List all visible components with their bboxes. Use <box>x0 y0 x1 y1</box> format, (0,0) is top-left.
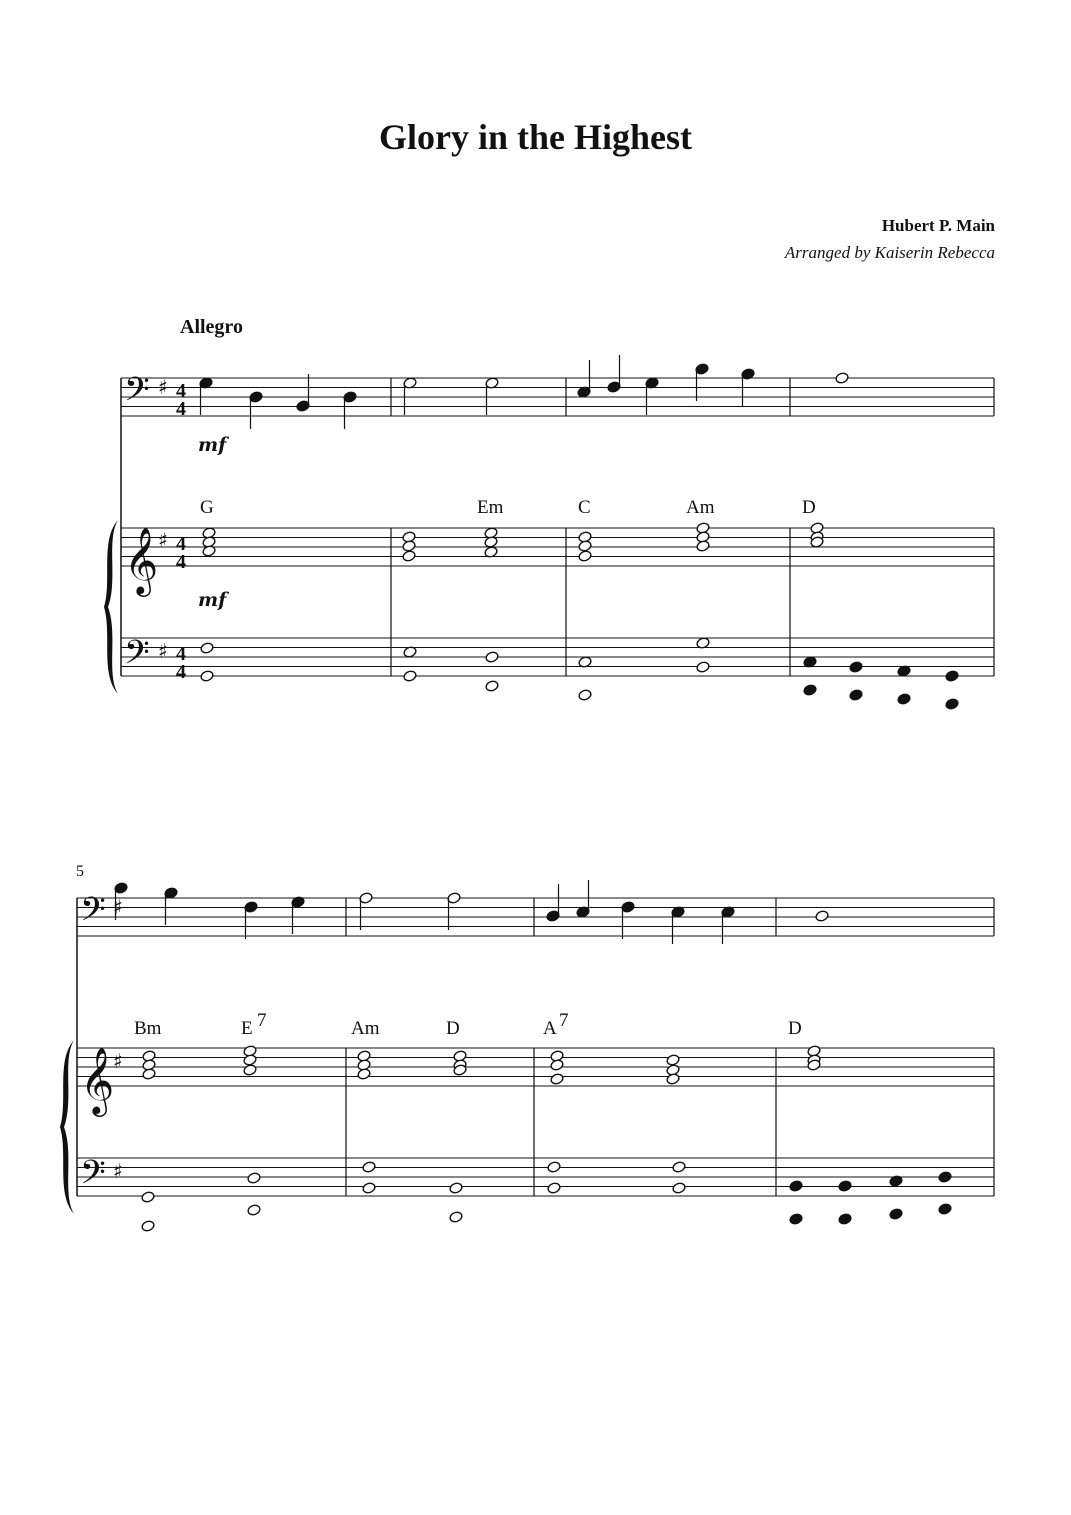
notehead <box>815 910 829 923</box>
chord-symbol: D <box>802 497 816 518</box>
chord-symbol: Em <box>477 497 504 518</box>
notehead <box>247 1172 261 1185</box>
notehead <box>485 680 499 693</box>
notehead <box>578 540 592 553</box>
sharp-icon: ♯ <box>158 639 168 663</box>
chord-superscript: 7 <box>559 1010 569 1031</box>
notehead <box>243 1064 257 1077</box>
notehead <box>547 1182 561 1195</box>
notehead <box>838 1180 852 1193</box>
treble-clef-icon: 𝄞 <box>80 1046 115 1114</box>
sharp-icon: ♯ <box>158 528 168 552</box>
notehead <box>550 1059 564 1072</box>
page-title: Glory in the Highest <box>379 117 692 157</box>
sharp-icon: ♯ <box>113 1159 123 1183</box>
notehead <box>696 540 710 553</box>
notehead <box>789 1180 803 1193</box>
sharp-icon: ♯ <box>113 895 123 919</box>
measure-number: 5 <box>76 863 84 880</box>
notehead <box>402 550 416 563</box>
notehead <box>897 693 911 706</box>
notehead <box>449 1182 463 1195</box>
notehead <box>938 1203 952 1216</box>
notehead <box>672 1182 686 1195</box>
piano-brace <box>104 520 118 694</box>
time-signature: 4 <box>176 643 186 665</box>
notehead <box>550 1073 564 1086</box>
notehead <box>547 1161 561 1174</box>
bass-clef-icon: 𝄢 <box>80 1154 106 1200</box>
notehead <box>362 1161 376 1174</box>
arranger-credit: Arranged by Kaiserin Rebecca <box>784 243 995 262</box>
chord-symbol: Am <box>686 497 715 518</box>
chord-symbol: C <box>578 497 591 518</box>
notehead <box>200 670 214 683</box>
chord-symbol: E <box>241 1018 253 1039</box>
notehead <box>666 1054 680 1067</box>
sharp-icon: ♯ <box>158 375 168 399</box>
notehead <box>835 372 849 385</box>
notehead <box>666 1073 680 1086</box>
notehead <box>696 661 710 674</box>
barlines <box>77 378 994 1196</box>
bass-clef-icon: 𝄢 <box>124 371 150 417</box>
piano-brace <box>60 1040 74 1214</box>
chord-symbol: Bm <box>134 1018 162 1039</box>
svg-text:4: 4 <box>176 398 186 420</box>
notehead <box>357 1068 371 1081</box>
notehead <box>803 684 817 697</box>
notehead <box>945 670 959 683</box>
sharp-icon: ♯ <box>113 1049 123 1073</box>
treble-clef-icon: 𝄞 <box>124 526 159 594</box>
chord-superscript: 7 <box>257 1010 267 1031</box>
notehead <box>247 1204 261 1217</box>
notehead <box>403 670 417 683</box>
notehead <box>838 1213 852 1226</box>
composer-credit: Hubert P. Main <box>881 216 995 235</box>
notehead <box>849 689 863 702</box>
notehead <box>449 1211 463 1224</box>
notehead <box>402 540 416 553</box>
chord-symbol: D <box>788 1018 802 1039</box>
notehead <box>672 1161 686 1174</box>
notehead <box>945 698 959 711</box>
tempo-marking: Allegro <box>180 316 243 338</box>
chord-symbol: G <box>200 497 214 518</box>
notehead <box>578 689 592 702</box>
staff-lines <box>77 378 994 1196</box>
svg-text:4: 4 <box>176 661 186 683</box>
notehead <box>578 550 592 563</box>
time-signature: 4 <box>176 533 186 555</box>
bass-clef-icon: 𝄢 <box>124 634 150 680</box>
bass-clef-icon: 𝄢 <box>80 891 106 937</box>
svg-text:4: 4 <box>176 551 186 573</box>
dynamic-mf: mf <box>198 434 227 456</box>
notehead <box>849 661 863 674</box>
notehead <box>141 1191 155 1204</box>
notehead <box>243 1054 257 1067</box>
notehead <box>889 1208 903 1221</box>
chord-symbol: Am <box>351 1018 380 1039</box>
notehead <box>485 651 499 664</box>
notehead <box>789 1213 803 1226</box>
notehead <box>200 642 214 655</box>
notehead <box>141 1220 155 1233</box>
chord-symbol: A <box>543 1018 557 1039</box>
notehead <box>938 1171 952 1184</box>
notehead <box>362 1182 376 1195</box>
notes <box>114 355 959 1232</box>
dynamic-mf: mf <box>198 589 227 611</box>
chord-symbol: D <box>446 1018 460 1039</box>
notehead <box>142 1068 156 1081</box>
time-signature: 4 <box>176 380 186 402</box>
